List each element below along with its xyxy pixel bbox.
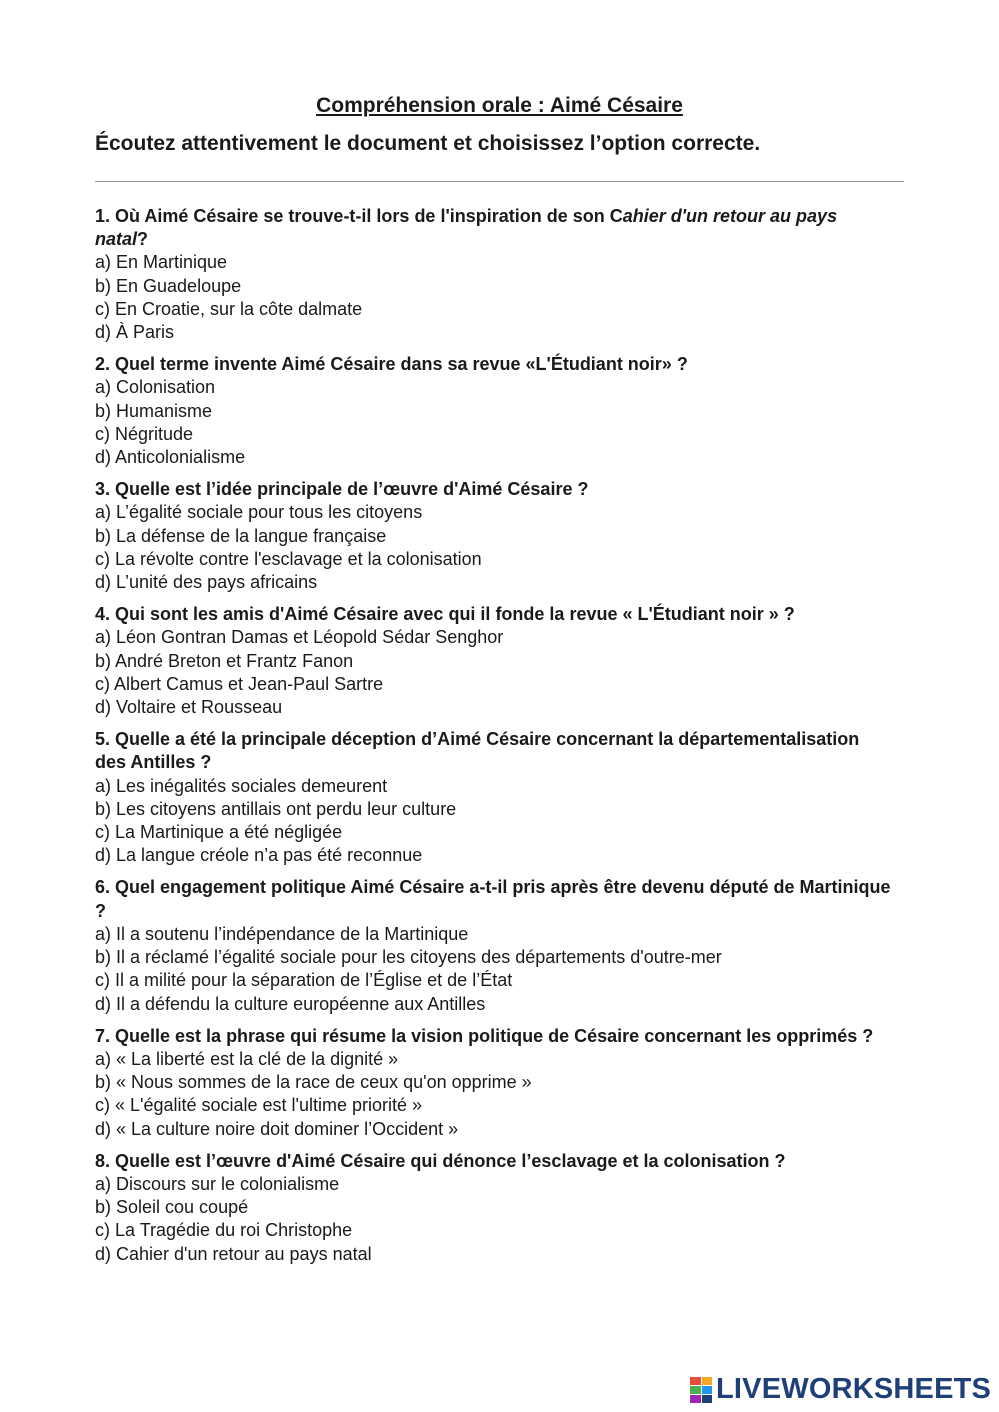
question-3	[95, 478, 895, 594]
question-1-italic: ahier d'un retour au pays natal	[95, 206, 838, 250]
question-1	[95, 205, 895, 344]
question-6-option-d[interactable]: d) Il a défendu la culture européenne aux Antilles	[95, 993, 486, 1014]
question-5-option-a[interactable]: a) Les inégalités sociales demeurent	[95, 775, 388, 796]
question-5	[95, 728, 895, 867]
question-2-option-d[interactable]: d) Anticolonialisme	[95, 447, 246, 468]
question-8-option-a[interactable]: a) Discours sur le colonialisme	[95, 1173, 340, 1194]
question-6-option-c[interactable]: c) Il a milité pour la séparation de l’Église et de l’État	[95, 970, 513, 991]
question-7-title: 7. Quelle est la phrase qui résume la vision politique de Césaire concernant les opprimés ?	[95, 1025, 874, 1046]
question-3-option-b[interactable]: b) La défense de la langue française	[95, 525, 387, 546]
question-4-option-d[interactable]: d) Voltaire et Rousseau	[95, 697, 283, 718]
liveworksheets-logo-icon	[690, 1377, 712, 1403]
question-8-title: 8. Quelle est l’œuvre d'Aimé Césaire qui dénonce l’esclavage et la colonisation ?	[95, 1150, 786, 1171]
question-7-option-b[interactable]: b) « Nous sommes de la race de ceux qu'on opprime »	[95, 1072, 532, 1093]
logo-block-1	[690, 1377, 701, 1385]
question-6	[95, 876, 895, 1015]
question-3-title: 3. Quelle est l’idée principale de l’œuvre d'Aimé Césaire ?	[95, 479, 589, 500]
question-1-prefix: 1. Où Aimé Césaire se trouve-t-il lors de l'inspiration de son C	[95, 206, 623, 226]
question-1-option-a[interactable]: a) En Martinique	[95, 252, 228, 273]
question-4-option-b[interactable]: b) André Breton et Frantz Fanon	[95, 650, 354, 671]
question-1-option-c[interactable]: c) En Croatie, sur la côte dalmate	[95, 298, 363, 319]
question-1-option-b[interactable]: b) En Guadeloupe	[95, 275, 242, 296]
question-2-option-a[interactable]: a) Colonisation	[95, 377, 216, 398]
question-7-option-c[interactable]: c) « L'égalité sociale est l'ultime priorité »	[95, 1095, 423, 1116]
question-2-option-c[interactable]: c) Négritude	[95, 423, 194, 444]
logo-block-2	[702, 1377, 713, 1385]
question-7-option-d[interactable]: d) « La culture noire doit dominer l’Occident »	[95, 1118, 459, 1139]
question-4-title: 4. Qui sont les amis d'Aimé Césaire avec qui il fonde la revue « L'Étudiant noir » ?	[95, 604, 795, 625]
question-3-option-a[interactable]: a) L’égalité sociale pour tous les citoyens	[95, 502, 423, 523]
question-6-title: 6. Quel engagement politique Aimé Césaire a-t-il pris après être devenu député de Martinique ?	[95, 877, 891, 921]
question-5-option-c[interactable]: c) La Martinique a été négligée	[95, 822, 343, 843]
question-1-option-d[interactable]: d) À Paris	[95, 322, 175, 343]
question-5-option-d[interactable]: d) La langue créole n’a pas été reconnue	[95, 845, 423, 866]
question-1-suffix: ?	[137, 229, 149, 250]
question-7	[95, 1025, 895, 1141]
divider	[95, 181, 904, 182]
question-2-title: 2. Quel terme invente Aimé Césaire dans sa revue «L'Étudiant noir» ?	[95, 354, 688, 375]
liveworksheets-logo	[690, 1373, 991, 1406]
logo-block-5	[690, 1395, 701, 1403]
logo-block-6	[702, 1395, 713, 1403]
question-3-option-c[interactable]: c) La révolte contre l'esclavage et la colonisation	[95, 548, 482, 569]
liveworksheets-logo-text: LIVEWORKSHEETS	[716, 1373, 992, 1405]
question-1-title	[95, 205, 895, 251]
instruction-text: Écoutez attentivement le document et choisissez l’option correcte.	[95, 132, 761, 155]
logo-block-4	[702, 1386, 713, 1394]
question-8-option-b[interactable]: b) Soleil cou coupé	[95, 1197, 249, 1218]
question-4-option-c[interactable]: c) Albert Camus et Jean-Paul Sartre	[95, 673, 384, 694]
question-4	[95, 603, 895, 719]
question-5-option-b[interactable]: b) Les citoyens antillais ont perdu leur culture	[95, 798, 457, 819]
question-8-option-c[interactable]: c) La Tragédie du roi Christophe	[95, 1220, 353, 1241]
page-title: Compréhension orale : Aimé Césaire	[316, 94, 683, 117]
question-5-title: 5. Quelle a été la principale déception d’Aimé Césaire concernant la départementalisation des Antilles ?	[95, 729, 860, 773]
logo-block-3	[690, 1386, 701, 1394]
question-3-option-d[interactable]: d) L’unité des pays africains	[95, 572, 318, 593]
question-8-option-d[interactable]: d) Cahier d'un retour au pays natal	[95, 1243, 372, 1264]
question-6-option-b[interactable]: b) Il a réclamé l’égalité sociale pour les citoyens des départements d'outre-mer	[95, 947, 722, 968]
question-2	[95, 353, 895, 469]
question-list	[95, 205, 895, 1275]
question-7-option-a[interactable]: a) « La liberté est la clé de la dignité »	[95, 1048, 399, 1069]
question-2-option-b[interactable]: b) Humanisme	[95, 400, 213, 421]
question-6-option-a[interactable]: a) Il a soutenu l’indépendance de la Martinique	[95, 923, 469, 944]
question-4-option-a[interactable]: a) Léon Gontran Damas et Léopold Sédar Senghor	[95, 627, 504, 648]
question-8	[95, 1150, 895, 1266]
